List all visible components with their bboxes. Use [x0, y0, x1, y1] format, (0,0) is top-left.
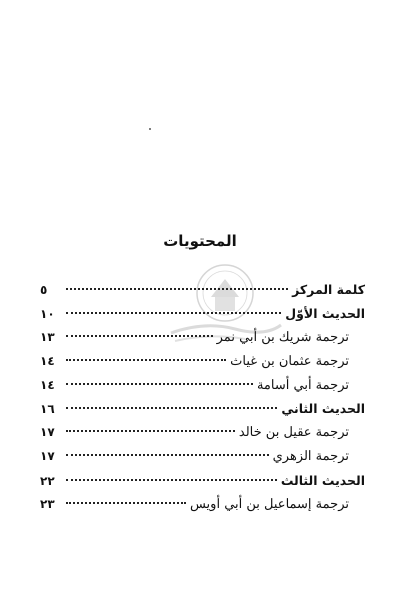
- toc-entry: [40, 423, 365, 447]
- toc-entry-page-number: ٥: [40, 283, 48, 297]
- toc-entry-label: الحديث الثالث: [280, 473, 365, 489]
- toc-entry-label: ترجمة إسماعيل بن أبي أويس: [189, 497, 349, 513]
- dot-leader: [66, 312, 281, 314]
- dot-leader: [66, 407, 277, 409]
- dot-leader: [66, 288, 288, 290]
- toc-entry-label: ترجمة عثمان بن غياث: [230, 353, 349, 369]
- toc-entry-label: ترجمة الزهري: [272, 449, 349, 465]
- toc-entry-page-number: ١٦: [40, 402, 55, 417]
- toc-entry: [40, 471, 365, 495]
- toc-entry-label: الحديث الأوّل: [285, 305, 365, 321]
- toc-entry-page-number: ١٤: [40, 353, 55, 368]
- toc-entry: [40, 399, 365, 423]
- scan-speck: [149, 128, 151, 130]
- dot-leader: [66, 359, 226, 361]
- dot-leader: [66, 454, 269, 456]
- toc-entry-page-number: ١٧: [40, 449, 55, 464]
- toc-entry-label: الحديث الثاني: [281, 401, 365, 417]
- toc-entry-label: كلمة المركز: [292, 282, 365, 297]
- toc-entry: [40, 447, 365, 471]
- toc-entry-page-number: ٢٣: [40, 497, 55, 512]
- toc-entry-page-number: ١٣: [40, 329, 55, 344]
- toc-entry-label: ترجمة عقيل بن خالد: [238, 425, 349, 441]
- toc-entry: [40, 495, 365, 519]
- toc-entry-label: ترجمة أبي أسامة: [256, 377, 349, 393]
- toc-entry: [40, 328, 365, 352]
- dot-leader: [66, 383, 253, 385]
- toc-entry-page-number: ١٧: [40, 425, 55, 440]
- table-of-contents: [40, 280, 365, 519]
- dot-leader: [66, 502, 186, 504]
- toc-entry-label: ترجمة شريك بن أبي نمر: [216, 329, 349, 345]
- toc-entry-page-number: ٢٢: [40, 474, 55, 489]
- toc-title: المحتويات: [163, 232, 237, 250]
- toc-entry: [40, 376, 365, 400]
- dot-leader: [66, 430, 235, 432]
- toc-entry: [40, 280, 365, 304]
- toc-entry: [40, 304, 365, 328]
- toc-entry-page-number: ١٠: [40, 306, 55, 321]
- toc-entry-page-number: ١٤: [40, 377, 55, 392]
- dot-leader: [66, 335, 213, 337]
- dot-leader: [66, 479, 277, 481]
- toc-entry: [40, 352, 365, 376]
